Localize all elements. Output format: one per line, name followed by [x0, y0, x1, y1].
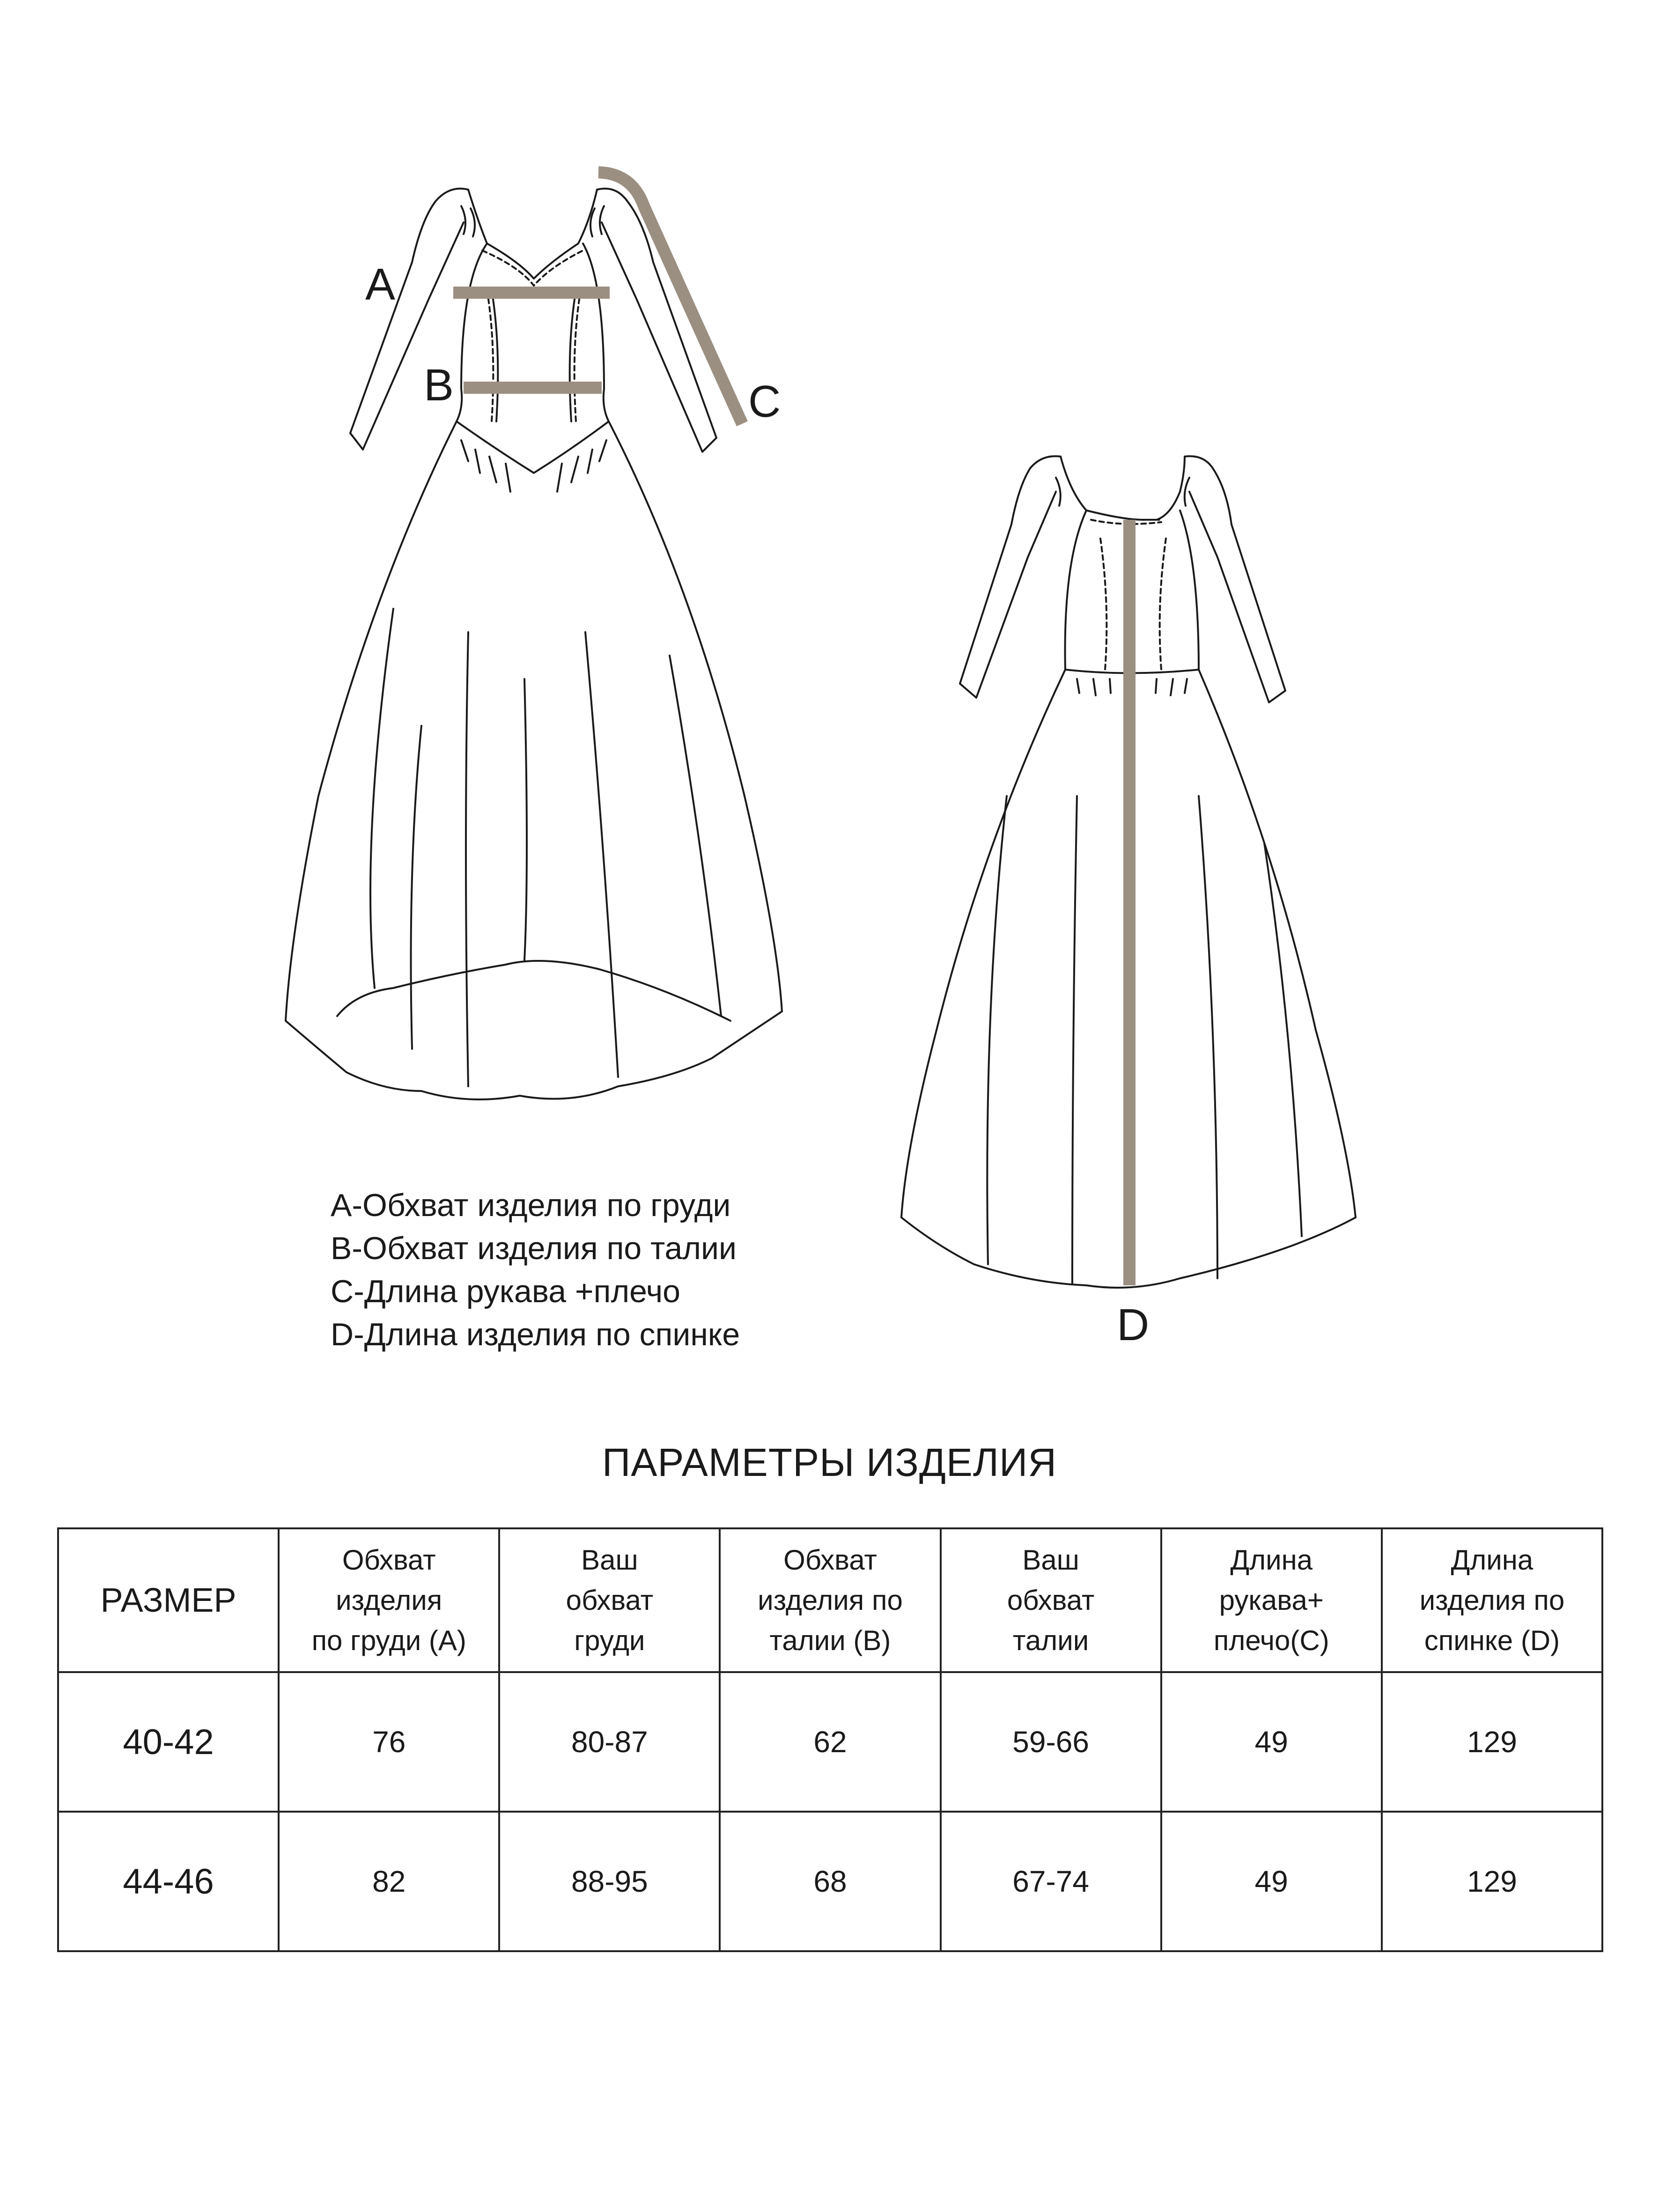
header-back-length: Длина изделия по спинке (D) [1382, 1528, 1602, 1672]
measurement-legend [331, 1184, 740, 1356]
header-waist-body: Ваш обхват талии [941, 1528, 1161, 1672]
cell-waist-body: 67-74 [941, 1812, 1161, 1951]
dress-front-sketch [286, 189, 782, 1099]
cell-size: 40-42 [58, 1672, 279, 1812]
cell-back-length: 129 [1382, 1812, 1602, 1951]
cell-bust-body: 88-95 [499, 1812, 720, 1951]
label-d: D [1117, 1300, 1150, 1350]
cell-bust-body: 80-87 [499, 1672, 720, 1812]
cell-waist-garment: 62 [720, 1672, 940, 1812]
label-c: C [748, 376, 781, 427]
legend-item-b: B-Обхват изделия по талии [331, 1231, 737, 1266]
label-a: A [365, 259, 396, 310]
header-size: РАЗМЕР [58, 1528, 279, 1672]
table-row [58, 1812, 1602, 1951]
legend-item-c: C-Длина рукава +плечо [331, 1274, 680, 1309]
header-waist-garment: Обхват изделия по талии (B) [720, 1528, 940, 1672]
cell-bust-garment: 76 [279, 1672, 499, 1812]
cell-sleeve-length: 49 [1161, 1812, 1382, 1951]
cell-size: 44-46 [58, 1812, 279, 1951]
cell-sleeve-length: 49 [1161, 1672, 1382, 1812]
measure-band-c [598, 172, 742, 424]
table-header-row [58, 1528, 1602, 1672]
cell-bust-garment: 82 [279, 1812, 499, 1951]
table-row [58, 1672, 1602, 1812]
header-sleeve-length: Длина рукава+ плечо(C) [1161, 1528, 1382, 1672]
cell-waist-garment: 68 [720, 1812, 940, 1951]
cell-back-length: 129 [1382, 1672, 1602, 1812]
size-parameters-table [57, 1527, 1603, 1952]
section-title: ПАРАМЕТРЫ ИЗДЕЛИЯ [602, 1440, 1057, 1484]
legend-item-a: A-Обхват изделия по груди [331, 1187, 731, 1223]
cell-waist-body: 59-66 [941, 1672, 1161, 1812]
legend-item-d: D-Длина изделия по спинке [331, 1317, 740, 1352]
header-bust-garment: Обхват изделия по груди (A) [279, 1528, 499, 1672]
label-b: B [424, 360, 454, 410]
header-bust-body: Ваш обхват груди [499, 1528, 720, 1672]
